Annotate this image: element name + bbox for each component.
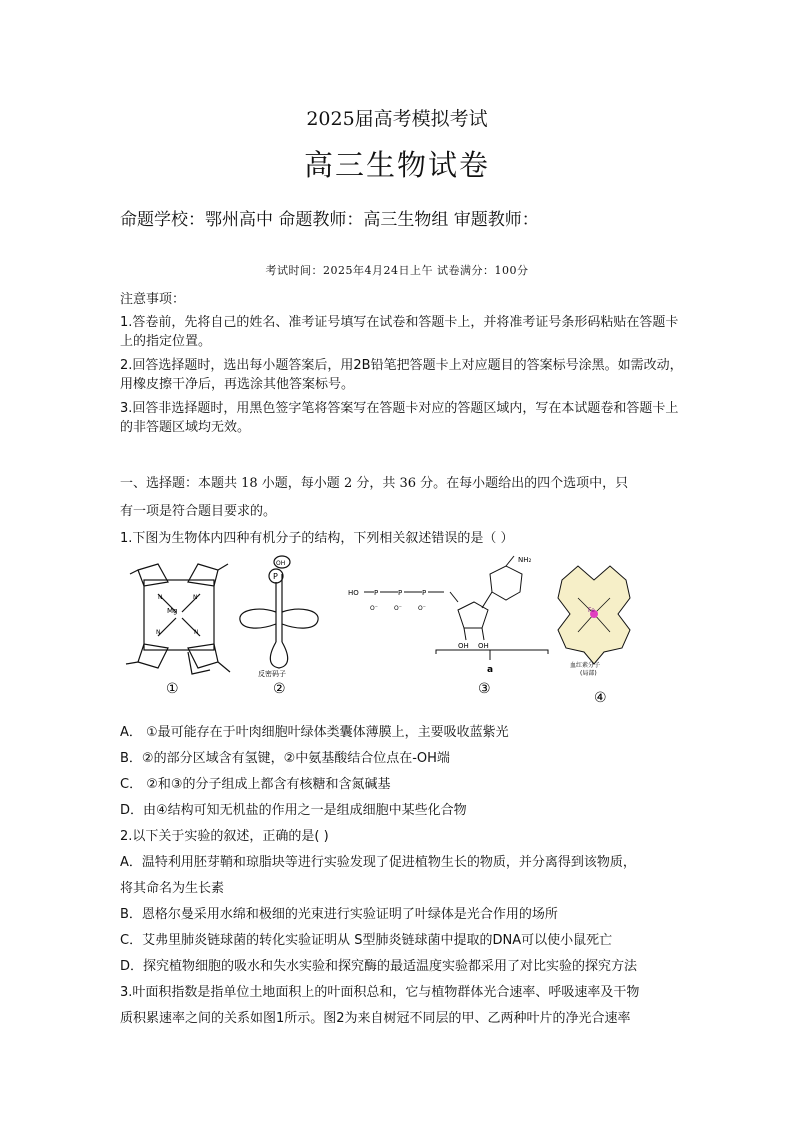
q2-option-d: D．探究植物细胞的吸水和失水实验和探究酶的最适温度实验都采用了对比实验的探究方法 <box>120 959 638 974</box>
q1-option-c: C． ②和③的分子组成上都含有核糖和含氮碱基 <box>120 777 391 792</box>
svg-text:P: P <box>374 589 379 597</box>
time-line: 考试时间：2025年4月24日上午 试卷满分：100分 <box>265 264 529 277</box>
q1-option-a: A． ①最可能存在于叶肉细胞叶绿体类囊体薄膜上，主要吸收蓝紫光 <box>120 725 509 740</box>
svg-text:O⁻: O⁻ <box>394 605 402 612</box>
svg-text:N: N <box>193 594 198 601</box>
q2-option-a: A．温特利用胚芽鞘和琼脂块等进行实验发现了促进植物生长的物质，并分离得到该物质， <box>120 855 636 870</box>
caption-4: ④ <box>594 690 607 706</box>
q2-stem: 2.以下关于实验的叙述，正确的是( ) <box>120 829 329 844</box>
trna-structure <box>240 556 318 668</box>
ho-label: HO <box>348 589 359 597</box>
heme-sub-label: (局部) <box>580 670 597 677</box>
caption-1: ① <box>166 681 179 697</box>
q1-figure <box>118 552 678 710</box>
caption-3: ③ <box>478 681 491 697</box>
heme-label: 血红素分子 <box>570 662 601 669</box>
svg-text:N: N <box>158 594 163 601</box>
q2-option-c: C．艾弗里肺炎链球菌的转化实验证明从 S型肺炎链球菌中提取的DNA可以使小鼠死亡 <box>120 933 613 948</box>
exam-subject: 高三生物试卷 <box>303 148 490 182</box>
q3-stem-line2: 质积累速率之间的关系如图1所示。图2为来自树冠不同层的甲、乙两种叶片的净光合速率 <box>120 1011 631 1026</box>
nh2-label: NH₂ <box>518 556 532 564</box>
atp-structure <box>364 556 548 660</box>
q1-option-b: B．②的部分区域含有氢键，②中氨基酸结合位点在-OH端 <box>120 751 450 766</box>
q1-option-d: D．由④结构可知无机盐的作用之一是组成细胞中某些化合物 <box>120 803 467 818</box>
note-3: 3.回答非选择题时，用黑色签字笔将答案写在答题卡对应的答题区域内，写在本试题卷和答题卡上的非答题区域均无效。 <box>120 401 679 435</box>
svg-text:OH: OH <box>478 642 489 650</box>
caption-2: ② <box>273 681 286 697</box>
q2-option-b: B．恩格尔曼采用水绵和极细的光束进行实验证明了叶绿体是光合作用的场所 <box>120 907 558 922</box>
oh-label: OH <box>276 560 286 567</box>
q1-stem: 1.下图为生物体内四种有机分子的结构，下列相关叙述错误的是（ ） <box>120 531 514 546</box>
notes-title: 注意事项： <box>120 292 186 307</box>
mg-label: Mg <box>167 607 178 615</box>
note-1: 1.答卷前，先将自己的姓名、准考证号填写在试卷和答题卡上，并将准考证号条形码粘贴在答题卡上的指定位置。 <box>120 315 679 349</box>
svg-text:P: P <box>398 589 403 597</box>
anticodon-label: 反密码子 <box>258 670 286 678</box>
svg-text:O⁻: O⁻ <box>370 605 378 612</box>
school-line: 命题学校：鄂州高中 命题教师：高三生物组 审题教师： <box>120 210 539 230</box>
section-heading: 一、选择题：本题共 18 小题，每小题 2 分，共 36 分。在每小题给出的四个选项中，只 <box>120 476 629 491</box>
chlorophyll-structure <box>126 564 230 674</box>
q3-stem-line1: 3.叶面积指数是指单位土地面积上的叶面积总和，它与植物群体光合速率、呼吸速率及干物 <box>120 985 640 1000</box>
phosphate-label: P <box>273 572 278 581</box>
svg-text:OH: OH <box>458 642 469 650</box>
note-2: 2.回答选择题时，选出每小题答案后，用2B铅笔把答题卡上对应题目的答案标号涂黑。如需改动，用橡皮擦干净后，再选涂其他答案标号。 <box>120 358 683 392</box>
svg-text:N: N <box>156 629 161 636</box>
svg-text:O⁻: O⁻ <box>418 605 426 612</box>
exam-title: 2025届高考模拟考试 <box>306 108 488 130</box>
q2-option-a-cont: 将其命名为生长素 <box>120 881 225 896</box>
svg-text:N: N <box>194 629 199 636</box>
fe-label: Fe <box>588 607 595 614</box>
svg-text:P: P <box>422 589 427 597</box>
a-label: a <box>487 665 494 675</box>
section-heading-cont: 有一项是符合题目要求的。 <box>120 504 277 519</box>
